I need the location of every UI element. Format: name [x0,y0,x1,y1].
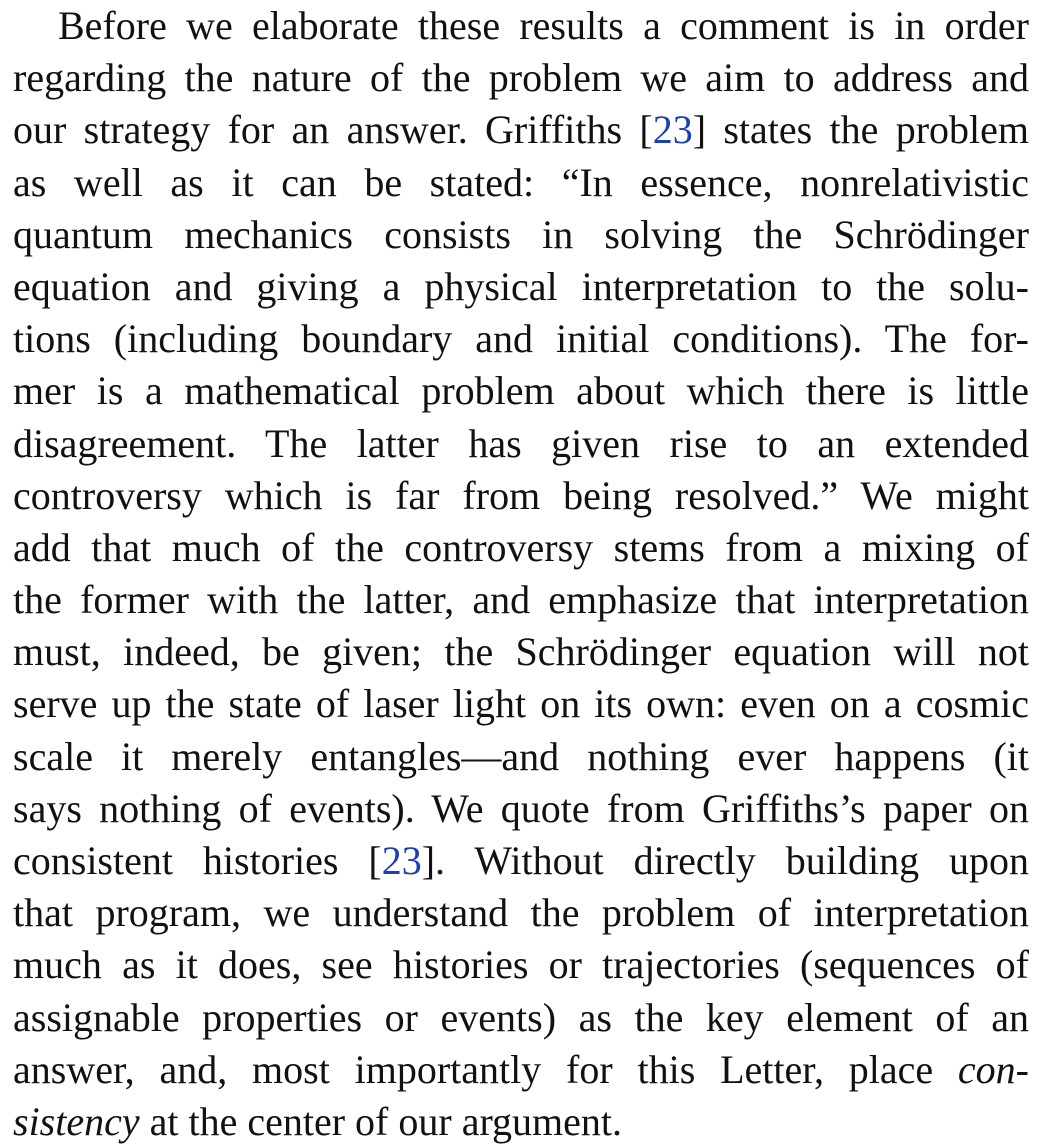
text-segment: quantum mechanics consists in solving the Schrödinger [13,211,1029,257]
text-segment: add that much of the controversy stems from a mixing of [13,524,1029,570]
text-line [13,678,1029,730]
text-line [13,1044,1029,1096]
text-line [13,835,1029,887]
text-segment: regarding the nature of the problem we aim to address and [13,55,1029,101]
text-line [13,209,1029,261]
citation-link[interactable]: 23 [381,838,422,883]
text-segment: ]. Without directly building upon [421,838,1029,883]
text-segment: equation and giving a physical interpretation to the solu- [13,263,1029,309]
text-segment: the former with the latter, and emphasize that interpretation [13,577,1029,623]
text-segment: controversy which is far from being resolved.” We might [13,472,1029,518]
text-segment: tions (including boundary and initial conditions). The for- [13,316,1029,362]
text-segment: ] states the problem [692,107,1030,153]
text-segment: disagreement. The latter has given rise to an extended [13,420,1029,466]
text-line [13,574,1029,626]
text-segment: at the center of our argument. [139,1098,623,1144]
text-line [13,365,1029,417]
text-line [13,1096,1029,1148]
text-line [13,522,1029,574]
paper-paragraph [13,0,1029,1148]
text-segment: that program, we understand the problem of interpretation [13,890,1029,936]
text-line [13,418,1029,470]
emphasis-text: con- [957,1046,1029,1092]
text-segment: our strategy for an answer. Griffiths [ [13,107,653,153]
text-line [13,470,1029,522]
text-line [13,313,1029,365]
text-segment: consistent histories [ [13,838,382,883]
text-line [13,992,1029,1044]
text-segment: much as it does, see histories or trajectories (sequences of [13,942,1029,988]
text-line [13,939,1029,991]
text-line [13,104,1029,156]
text-segment: mer is a mathematical problem about which there is little [13,368,1029,414]
text-segment: as well as it can be stated: “In essence, nonrelativistic [13,159,1029,205]
text-line [13,157,1029,209]
text-line [13,626,1029,678]
text-segment: assignable properties or events) as the key element of an [13,994,1029,1040]
text-segment: says nothing of events). We quote from Griffiths’s paper on [13,785,1029,831]
text-line [13,731,1029,783]
text-segment: serve up the state of laser light on its own: even on a cosmic [13,681,1029,727]
text-line [13,52,1029,104]
text-segment: answer, and, most importantly for this Letter, place [13,1046,958,1092]
text-line [13,887,1029,939]
text-segment: must, indeed, be given; the Schrödinger equation will not [13,629,1029,675]
text-line [13,0,1029,52]
text-line [13,783,1029,835]
emphasis-text: sistency [13,1098,140,1144]
text-line [13,261,1029,313]
text-segment: scale it merely entangles—and nothing ever happens (it [13,733,1029,779]
text-segment: Before we elaborate these results a comment is in order [58,3,1029,48]
citation-link[interactable]: 23 [652,107,693,153]
